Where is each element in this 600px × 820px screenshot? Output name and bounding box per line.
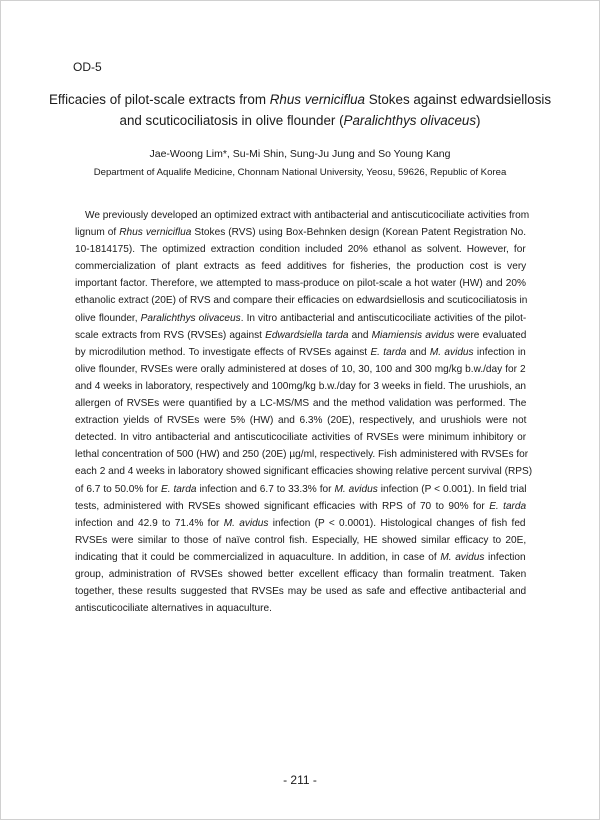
abstract-line: antiscuticociliate alternatives in aquaculture. bbox=[75, 603, 272, 615]
abstract-body bbox=[75, 207, 533, 617]
abstract-code: OD-5 bbox=[73, 60, 102, 74]
abstract-title bbox=[40, 89, 560, 131]
page-number: - 211 - bbox=[283, 773, 317, 787]
abstract-line: infection and 42.9 to 71.4% for M. avidus infection (P < 0.0001). Histological changes of fish fed bbox=[75, 517, 526, 529]
affiliation: Department of Aqualife Medicine, Chonnam National University, Yeosu, 59626, Republic of Korea bbox=[93, 167, 507, 178]
abstract-line: detected. In vitro antibacterial and antiscuticociliate activities of RVSEs were minimum inhibitory or bbox=[75, 432, 527, 444]
abstract-line: scale extracts from RVS (RVSEs) against Edwardsiella tarda and Miamiensis avidus were evaluated bbox=[75, 329, 527, 341]
abstract-line: ethanolic extract (20E) of RVS and compare their efficacies on edwardsiellosis and scuticociliatosis in bbox=[75, 295, 528, 307]
title-line-2: and scuticociliatosis in olive flounder (Paralichthys olivaceus) bbox=[119, 113, 481, 128]
abstract-line: lethal concentration of 500 (HW) and 250 (20E) µg/ml, respectively. Fish administered with RVSEs for bbox=[75, 449, 529, 461]
abstract-line: extraction yields of RVSEs were 5% (HW) and 6.3% (20E), respectively, and urushiols were not bbox=[75, 415, 527, 427]
abstract-line: olive flounder, RVSEs were orally administered at doses of 10, 30, 100 and 300 mg/kg b.w./day for 2 bbox=[75, 363, 526, 375]
abstract-line: important factor. Therefore, we attempted to mass-produce on pilot-scale a hot water (HW) and 20% bbox=[75, 278, 526, 290]
abstract-line: group, administration of RVSEs showed better excellent efficacy than formalin treatment. Taken bbox=[75, 568, 527, 580]
title-line-1: Efficacies of pilot-scale extracts from Rhus verniciflua Stokes against edwardsiellosis bbox=[48, 92, 552, 107]
authors: Jae-Woong Lim*, Su-Mi Shin, Sung-Ju Jung and So Young Kang bbox=[149, 148, 451, 160]
abstract-line: olive flounder, Paralichthys olivaceus. In vitro antibacterial and antiscuticociliate activities of the pilot- bbox=[75, 312, 527, 324]
abstract-line: each 2 and 4 weeks in laboratory showed significant efficacies showing relative percent survival (RPS) bbox=[75, 466, 533, 478]
abstract-line: by microdilution method. To investigate effects of RVSEs against E. tarda and M. avidus infection in bbox=[75, 346, 526, 358]
abstract-line: lignum of Rhus verniciflua Stokes (RVS) using Box-Behnken design (Korean Patent Registration No. bbox=[75, 227, 527, 239]
abstract-line: allergen of RVSEs were quantified by a LC-MS/MS and the method validation was performed. The bbox=[75, 398, 527, 410]
abstract-line: indicating that it could be commercialized in aquaculture. In addition, in case of M. avidus infection bbox=[75, 551, 526, 563]
abstract-line: commercialization of plant extracts as feed additives for fisheries, the production cost is very bbox=[75, 261, 527, 273]
abstract-line: together, these results suggested that RVSEs may be used as safe and effective antibacterial and bbox=[75, 586, 527, 598]
abstract-line: 10-1814175). The optimized extraction condition included 20% ethanol as solvent. However, for bbox=[75, 244, 526, 256]
abstract-line: RVSEs were similar to those of naïve control fish. Especially, HE showed similar efficacy to 20E, bbox=[75, 534, 527, 546]
abstract-line: of 6.7 to 50.0% for E. tarda infection and 6.7 to 33.3% for M. avidus infection (P < 0.001). In field trial bbox=[75, 483, 527, 495]
abstract-line: We previously developed an optimized extract with antibacterial and antiscuticociliate activities from bbox=[85, 210, 530, 221]
abstract-line: tests, administered with RVSEs showed significant efficacies with RPS of 70 to 90% for E. tarda bbox=[75, 500, 527, 512]
abstract-line: and 4 weeks in laboratory, respectively and 100mg/kg b.w./day for 3 weeks in field. The urushiols, an bbox=[75, 380, 527, 392]
